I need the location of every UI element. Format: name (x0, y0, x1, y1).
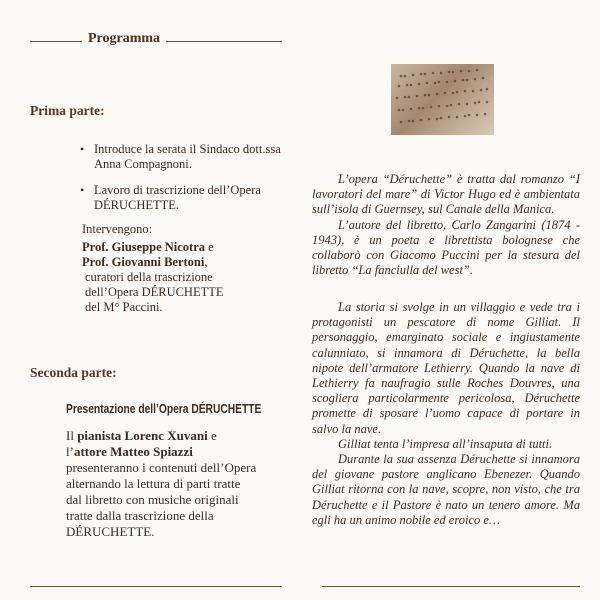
pianist-name: pianista Lorenc Xuvani (77, 428, 208, 443)
footer-rule-left (30, 586, 282, 587)
performer-text: l’ (66, 444, 74, 459)
performer-text: e (207, 428, 217, 443)
performer-text: Il (66, 428, 78, 443)
paragraph: L’autore del libretto, Carlo Zangarini (1874 - 1943), è un poeta e librettista bolognese che collaborò con Giacomo Puccini per la stesura del libretto “La fanciulla del west”. (312, 217, 580, 278)
braille-photo (391, 64, 494, 135)
performer-line: DÉRUCHETTE. (66, 524, 155, 539)
right-text-story (312, 300, 580, 528)
performer-line: dal libretto con musiche originali (66, 492, 239, 507)
curatori-line: del M° Paccini. (85, 300, 163, 314)
actor-name: attore Matteo Spiazzi (73, 444, 193, 459)
header (30, 33, 282, 49)
bullet-icon: • (80, 142, 85, 156)
paragraph: Gilliat tenta l’impresa all’insaputa di tutti. (338, 436, 553, 451)
list-item-text: Lavoro di trascrizione dell’Opera DÉRUCHETTE. (94, 183, 261, 212)
paragraph: L’opera “Déruchette” è tratta dal romanzo “I lavoratori del mare” di Victor Hugo ed è ambientata sull’isola di Guernsey, sul Canale della Manica. (312, 172, 580, 217)
list-item (80, 183, 294, 213)
curatori-line: curatori della trascrizione (85, 270, 213, 284)
performer-line: presenteranno i contenuti dell’Opera (66, 460, 257, 475)
page-title: Programma (82, 31, 166, 47)
presentation-title: Presentazione dell’Opera DÉRUCHETTE (66, 402, 262, 416)
speaker-name: Prof. Giovanni Bertoni (82, 255, 205, 269)
speaker-connector: e (208, 240, 214, 254)
paragraph: La storia si svolge in un villaggio e vede tra i protagonisti un pescatore di nome Gilliat. Il personaggio, emarginato sociale e ingiustamente calunniato, si innamora di Déruchette, la bella nipote dell’armatore Lethierry. Quando la nave di Lethierry fa naufragio sulle Roches Douvres, una scogliera particolarmente pericolosa, Déruchette promette di sposare l’uomo capace di portare in salvo la nave. (312, 300, 580, 436)
paragraph: Durante la sua assenza Déruchette si innamora del giovane pastore anglicano Ebenezer. Quando Gilliat ritorna con la nave, scopre, non visto, che tra Déruchette e il Pastore è nato un tenero amore. Ma egli ha un animo nobile ed eroico e… (312, 452, 580, 527)
footer-rule-right (322, 586, 580, 587)
braille-dots-image (391, 64, 494, 135)
performer-line: alternando la lettura di parti tratte (66, 476, 241, 491)
intervengono-label: Intervengono: (82, 222, 153, 236)
list-item-text: Introduce la serata il Sindaco dott.ssa Anna Compagnoni. (94, 142, 281, 171)
list-item (80, 142, 294, 172)
speaker-name: Prof. Giuseppe Nicotra (82, 240, 206, 254)
section-title-seconda: Seconda parte: (30, 365, 117, 380)
curatori-line: dell’Opera DÉRUCHETTE (85, 285, 224, 299)
performers-block (66, 428, 286, 540)
section-title-prima: Prima parte: (30, 103, 105, 118)
right-text-intro (312, 172, 580, 278)
performer-line: tratte dalla trascrizione della (66, 508, 214, 523)
speakers-block: Intervengono: Prof. Giuseppe Nicotra e Prof. Giovanni Bertoni, curatori della trascrizione dell’Opera DÉRUCHETTE del M° Paccini. (82, 222, 292, 315)
bullet-icon: • (80, 183, 85, 197)
